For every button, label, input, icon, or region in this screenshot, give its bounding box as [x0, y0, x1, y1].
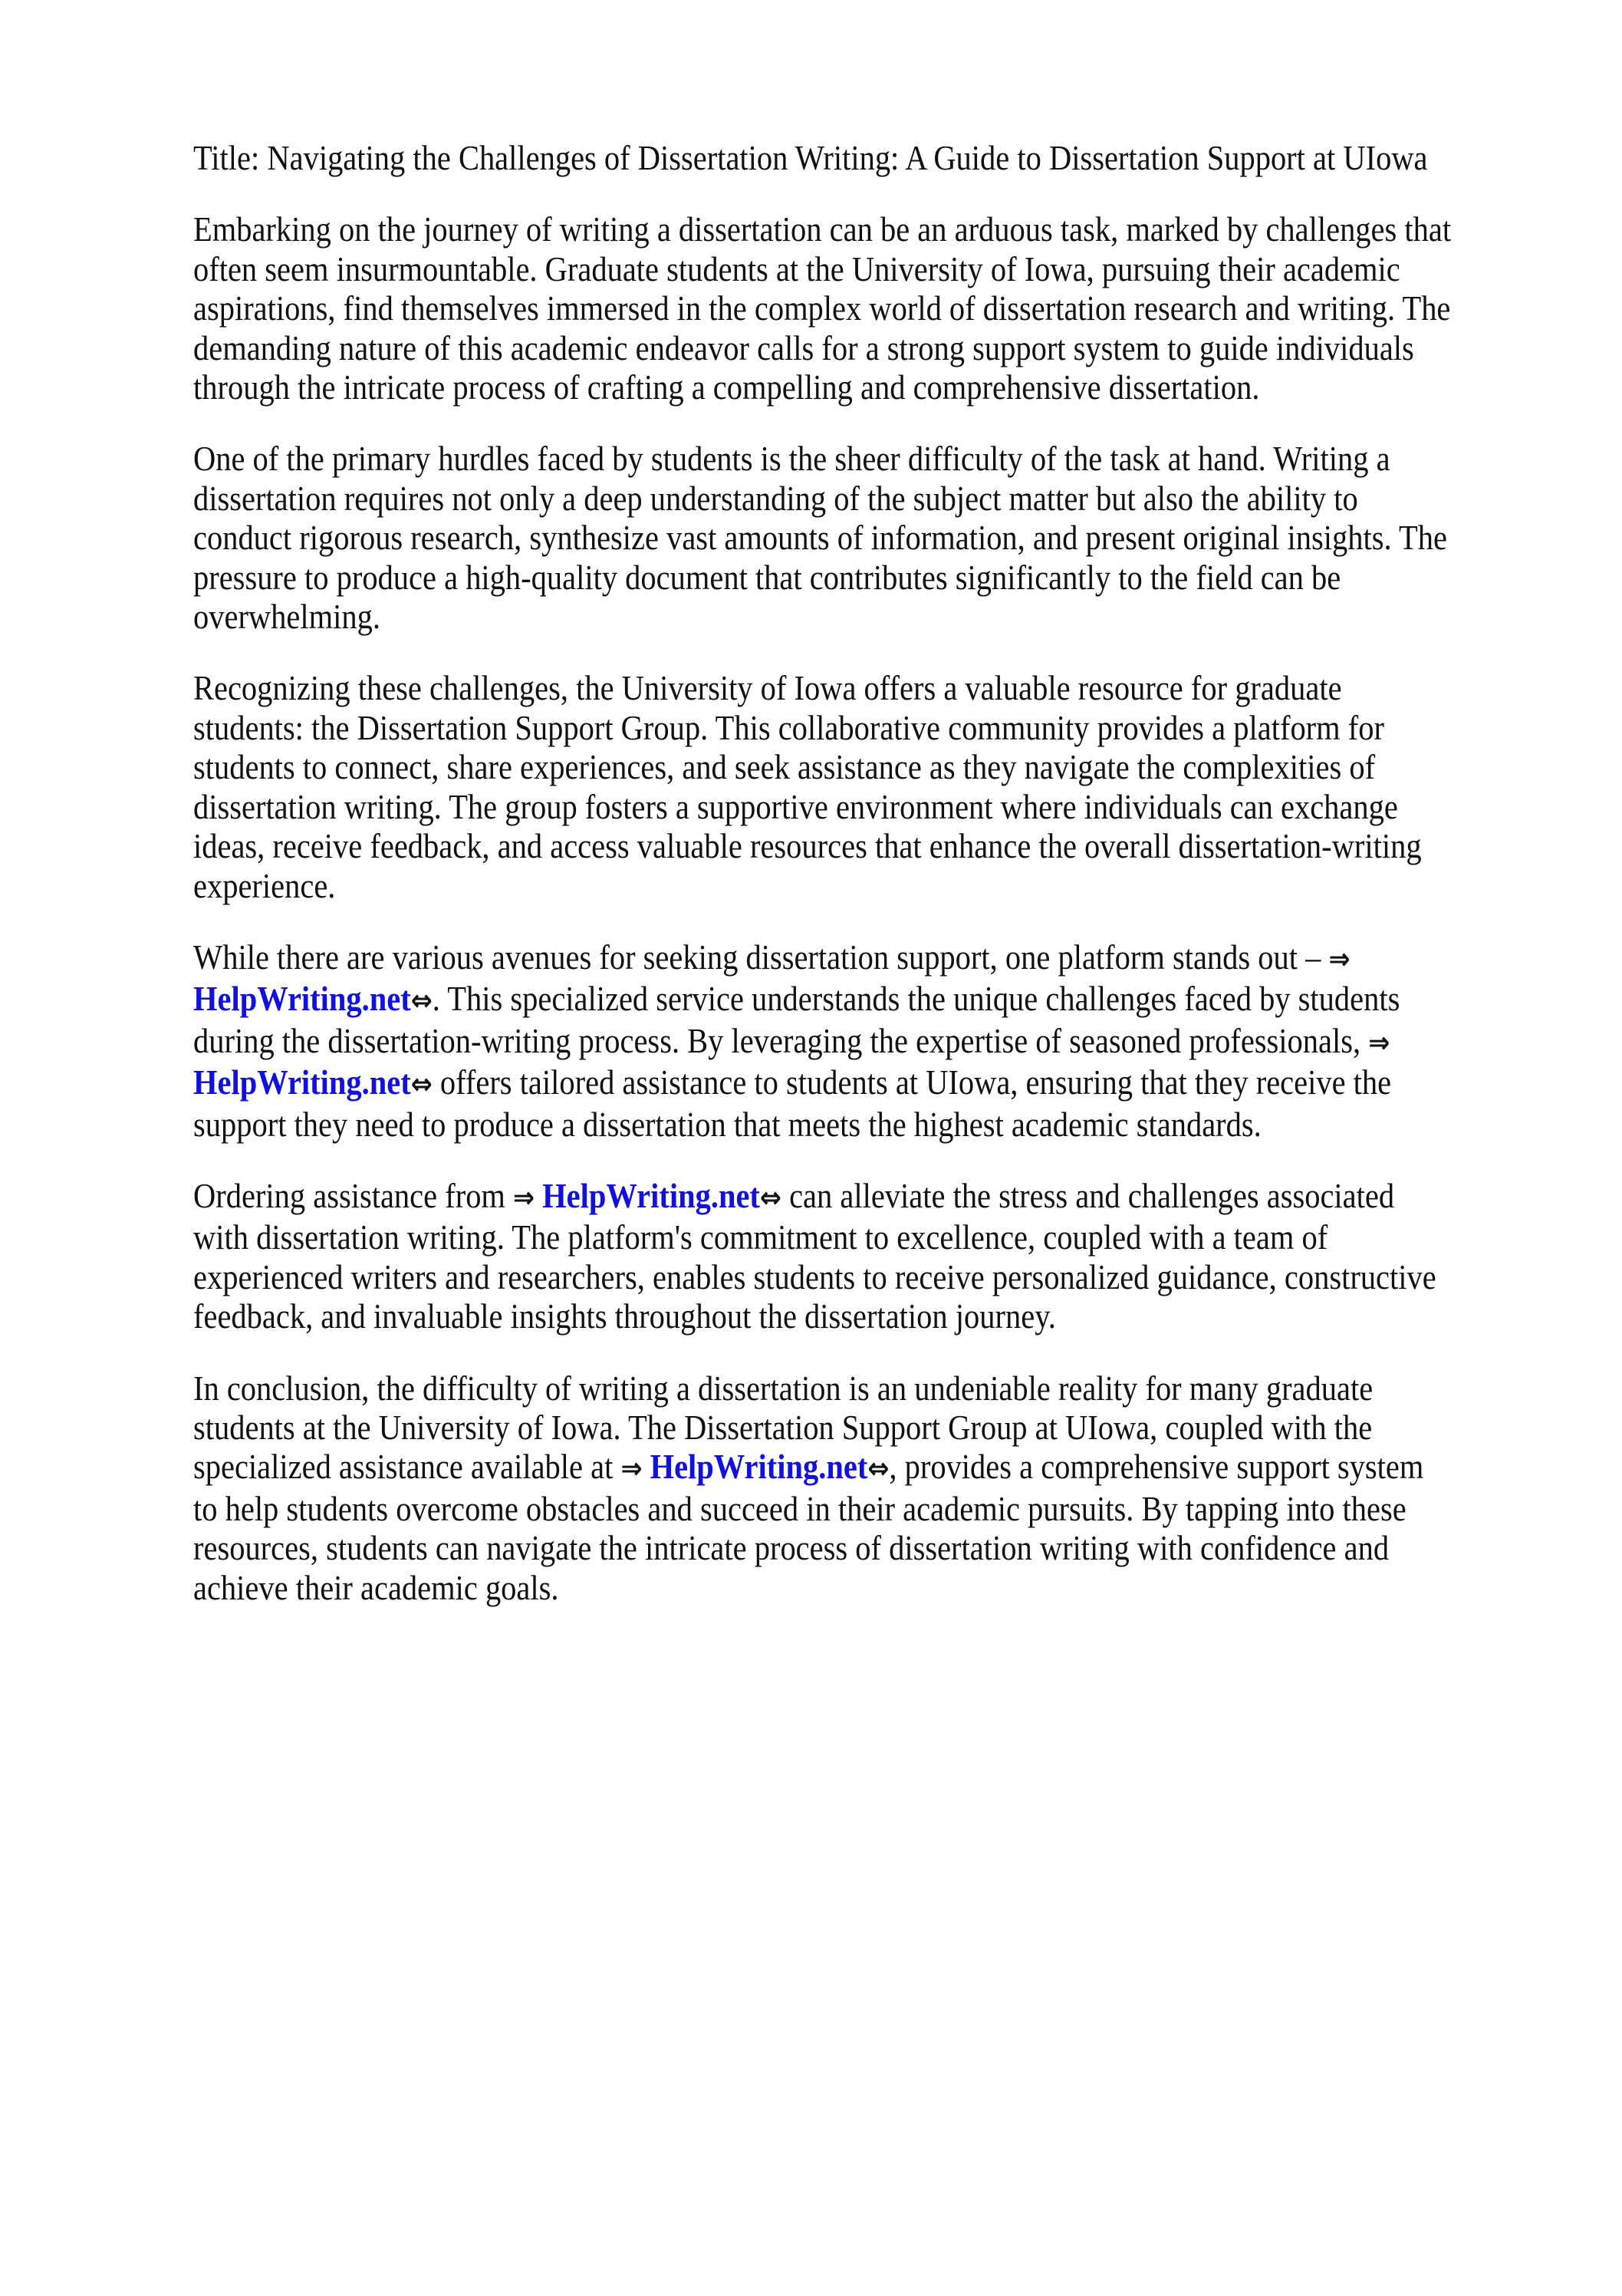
text-line — [193, 1021, 1543, 1062]
text-line — [193, 518, 1543, 557]
text-line — [193, 367, 1543, 407]
text: , provides a comprehensive support system — [889, 1447, 1424, 1487]
text-line — [193, 1408, 1543, 1447]
right-double-arrow-icon: ⇒ — [620, 1451, 643, 1486]
text-line — [193, 597, 1543, 636]
text-line — [193, 1176, 1543, 1217]
text-line — [193, 1489, 1543, 1528]
text-line — [193, 1105, 1543, 1144]
paragraph — [193, 1369, 1543, 1607]
text: Ordering assistance from — [193, 1175, 514, 1215]
text: experience. — [193, 865, 336, 905]
paragraph — [193, 1176, 1543, 1336]
text-line — [193, 979, 1543, 1020]
right-double-arrow-icon: ⇒ — [513, 1180, 535, 1214]
text-line — [193, 1568, 1543, 1607]
text: to help students overcome obstacles and succeed in their academic pursuits. By tapping into these — [193, 1488, 1407, 1528]
text: dissertation writing. The group fosters a supportive environment where individuals can exchange — [193, 786, 1398, 826]
text: resources, students can navigate the intricate process of dissertation writing with confidence and — [193, 1528, 1390, 1568]
text: ideas, receive feedback, and access valuable resources that enhance the overall dissertation-writing — [193, 826, 1422, 866]
text: can alleviate the stress and challenges associated — [781, 1175, 1395, 1215]
text-line — [193, 288, 1543, 328]
text: . This specialized service understands the unique challenges faced by students — [432, 979, 1400, 1019]
helpwriting-link[interactable]: HelpWriting.net — [193, 979, 411, 1019]
text: through the intricate process of crafting a compelling and comprehensive dissertation. — [193, 367, 1260, 407]
text-line — [193, 747, 1543, 786]
text: conduct rigorous research, synthesize vast amounts of information, and present original insights. The — [193, 518, 1447, 558]
helpwriting-link[interactable]: HelpWriting.net — [650, 1447, 868, 1487]
text: support they need to produce a dissertation that meets the highest academic standards. — [193, 1104, 1262, 1144]
text-line — [193, 708, 1543, 747]
text: pressure to produce a high-quality document that contributes significantly to the field can be — [193, 557, 1341, 597]
text-line — [193, 249, 1543, 288]
text: demanding nature of this academic endeavor calls for a strong support system to guide individuals — [193, 328, 1414, 367]
text: While there are various avenues for seeking dissertation support, one platform stands out – — [193, 937, 1329, 977]
text: dissertation requires not only a deep understanding of the subject matter but also the ability to — [193, 478, 1358, 518]
text — [535, 1176, 542, 1215]
text: students to connect, share experiences, and seek assistance as they navigate the complexities of — [193, 747, 1376, 787]
left-right-double-arrow-icon: ⇔ — [759, 1180, 781, 1214]
text-line — [193, 668, 1543, 707]
text: during the dissertation-writing process. By leveraging the expertise of seasoned professionals, — [193, 1020, 1369, 1060]
text-line — [193, 558, 1543, 597]
left-right-double-arrow-icon: ⇔ — [410, 1067, 433, 1102]
text-line — [193, 826, 1543, 865]
paragraph — [193, 937, 1543, 1144]
document-body — [193, 138, 1543, 1639]
left-right-double-arrow-icon: ⇔ — [410, 983, 433, 1018]
text: experienced writers and researchers, enables students to receive personalized guidance, constructive — [193, 1257, 1436, 1296]
text: Recognizing these challenges, the University of Iowa offers a valuable resource for graduate — [193, 668, 1342, 708]
text: students at the University of Iowa. The Dissertation Support Group at UIowa, coupled with the — [193, 1407, 1373, 1447]
text-line — [193, 439, 1543, 478]
text: with dissertation writing. The platform's commitment to excellence, coupled with a team of — [193, 1217, 1328, 1257]
paragraph — [193, 439, 1543, 636]
text: In conclusion, the difficulty of writing a dissertation is an undeniable reality for many graduate — [193, 1368, 1374, 1408]
text: Embarking on the journey of writing a dissertation can be an arduous task, marked by challenges that — [193, 209, 1452, 249]
text: offers tailored assistance to students at UIowa, ensuring that they receive the — [432, 1062, 1392, 1102]
paragraph — [193, 209, 1543, 407]
text: aspirations, find themselves immersed in the complex world of dissertation research and writing. The — [193, 288, 1451, 328]
document-title — [193, 138, 1543, 177]
text-line — [193, 1369, 1543, 1408]
paragraph — [193, 668, 1543, 904]
left-right-double-arrow-icon: ⇔ — [867, 1451, 890, 1486]
text: overwhelming. — [193, 597, 380, 637]
helpwriting-link[interactable]: HelpWriting.net — [542, 1175, 760, 1215]
text-line — [193, 1528, 1543, 1567]
text-line — [193, 209, 1543, 249]
text-line — [193, 1257, 1543, 1296]
right-double-arrow-icon: ⇒ — [1328, 941, 1351, 976]
text-line — [193, 1296, 1543, 1336]
text-line — [193, 1447, 1543, 1488]
text-line — [193, 328, 1543, 367]
text: often seem insurmountable. Graduate students at the University of Iowa, pursuing their academic — [193, 249, 1400, 288]
text: Title: Navigating the Challenges of Dissertation Writing: A Guide to Dissertation Support at UIowa — [193, 138, 1428, 177]
text: specialized assistance available at — [193, 1447, 621, 1487]
text: feedback, and invaluable insights throughout the dissertation journey. — [193, 1296, 1056, 1336]
text: students: the Dissertation Support Group. This collaborative community provides a platform for — [193, 707, 1384, 747]
text-line — [193, 1062, 1543, 1104]
text: achieve their academic goals. — [193, 1567, 559, 1607]
text-line — [193, 479, 1543, 518]
text — [642, 1447, 650, 1486]
text-line — [193, 866, 1543, 905]
text: One of the primary hurdles faced by students is the sheer difficulty of the task at hand. Writing a — [193, 439, 1390, 479]
text-line — [193, 138, 1543, 177]
helpwriting-link[interactable]: HelpWriting.net — [193, 1062, 411, 1102]
right-double-arrow-icon: ⇒ — [1368, 1025, 1390, 1059]
text-line — [193, 937, 1543, 979]
text-line — [193, 1217, 1543, 1257]
text-line — [193, 787, 1543, 826]
